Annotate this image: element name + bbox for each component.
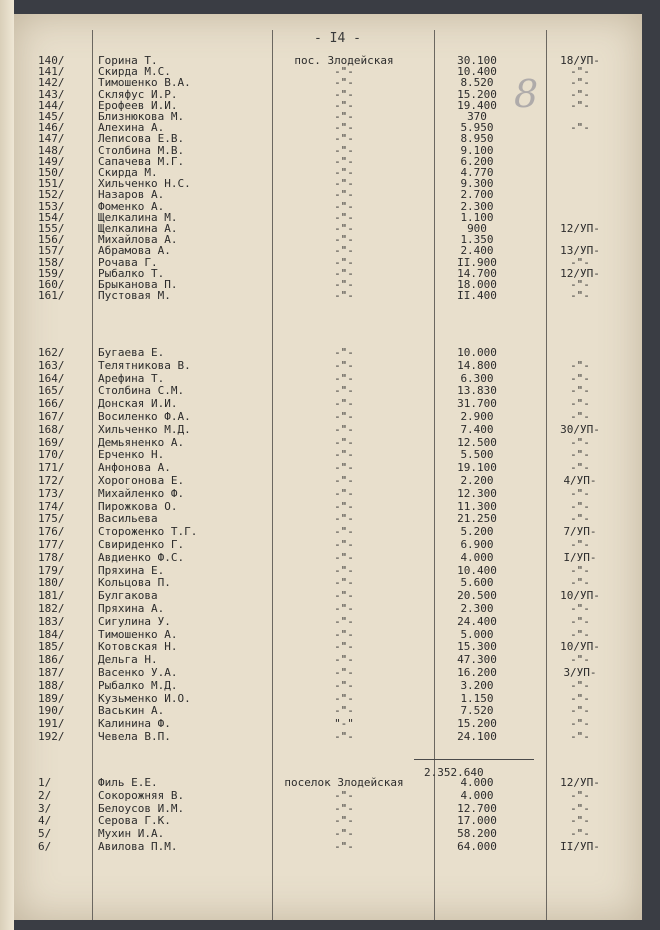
cell-num: 186/	[38, 653, 65, 667]
page-number: - I4 -	[314, 31, 361, 46]
cell-num: 160/	[38, 278, 65, 291]
cell-place: -"-	[334, 602, 354, 615]
cell-date: -"-	[570, 678, 590, 692]
cell-amount: 4.000	[460, 788, 494, 802]
cell-num: 179/	[38, 563, 65, 577]
cell-amount: 8.520	[460, 76, 494, 90]
cell-date: 12/УП-	[560, 266, 600, 280]
cell-date: -"-	[570, 358, 590, 372]
cell-name: Пустовая М.	[98, 289, 171, 303]
cell-place: -"-	[334, 410, 354, 423]
cell-amount: 4.000	[460, 550, 494, 564]
cell-num: 150/	[38, 166, 65, 179]
cell-name: Бугаева Е.	[98, 346, 165, 359]
cell-date: -"-	[570, 435, 590, 449]
cell-place: -"-	[334, 188, 354, 202]
cell-place: -"-	[334, 289, 354, 303]
cell-name: Булгакова	[98, 589, 158, 603]
cell-place: -"-	[334, 222, 354, 235]
cell-num: 140/	[38, 54, 65, 67]
cell-amount: 30.100	[457, 54, 497, 67]
cell-place: -"-	[334, 121, 354, 135]
cell-num: 188/	[38, 678, 65, 692]
total-amount: 2.352.640	[424, 766, 484, 779]
cell-name: Васильева	[98, 512, 158, 526]
cell-amount: 900	[467, 222, 487, 235]
cell-date: -"-	[570, 602, 590, 615]
cell-date: -"-	[570, 538, 590, 551]
cell-place: -"-	[334, 199, 354, 213]
cell-amount: 47.300	[457, 653, 497, 667]
cell-amount: 21.250	[457, 512, 497, 526]
cell-place: -"-	[334, 538, 354, 551]
cell-amount: 7.520	[460, 704, 494, 718]
cell-amount: 5.200	[460, 525, 494, 539]
cell-num: 182/	[38, 602, 65, 615]
cell-num: 1/	[38, 776, 52, 789]
cell-place: -"-	[334, 177, 354, 191]
cell-num: 154/	[38, 210, 65, 224]
cell-amount: 2.300	[460, 602, 494, 615]
cell-name: Мухин И.А.	[98, 827, 165, 841]
cell-num: 157/	[38, 244, 65, 258]
cell-num: 184/	[38, 627, 65, 641]
cell-name: Щелкалина М.	[98, 210, 178, 224]
cell-place: -"-	[334, 840, 354, 853]
cell-name: Горина Т.	[98, 54, 158, 67]
cell-num: 190/	[38, 704, 65, 718]
cell-name: Щелкалина А.	[98, 222, 178, 235]
cell-amount: 13.830	[457, 384, 497, 398]
cell-amount: 1.100	[460, 210, 494, 224]
cell-date: -"-	[570, 410, 590, 423]
cell-date: -"-	[570, 730, 590, 743]
cell-place: поселок Злодейская	[284, 776, 404, 789]
cell-amount: 4.770	[460, 166, 494, 179]
cell-place: -"-	[334, 691, 354, 705]
cell-place: -"-	[334, 589, 354, 603]
cell-place: -"-	[334, 640, 354, 654]
cell-name: Столбина М.В.	[98, 143, 185, 157]
cell-amount: 24.100	[457, 730, 497, 743]
cell-amount: 15.200	[457, 87, 497, 101]
cell-name: Чевела В.П.	[98, 730, 171, 743]
cell-place: -"-	[334, 143, 354, 157]
cell-name: Пирожкова О.	[98, 499, 178, 513]
cell-amount: 5.950	[460, 121, 494, 135]
cell-num: 165/	[38, 384, 65, 398]
cell-num: 175/	[38, 512, 65, 526]
cell-num: 192/	[38, 730, 65, 743]
cell-name: Леписова Е.В.	[98, 132, 185, 146]
cell-amount: 5.000	[460, 627, 494, 641]
cell-date: -"-	[570, 384, 590, 398]
cell-place: -"-	[334, 448, 354, 462]
cell-amount: 12.500	[457, 435, 497, 449]
cell-name: Рыбалко Т.	[98, 266, 165, 280]
cell-date: 13/УП-	[560, 244, 600, 258]
cell-name: Алехина А.	[98, 121, 165, 135]
cell-name: Фоменко А.	[98, 199, 165, 213]
handwritten-mark: 8	[514, 72, 539, 116]
cell-num: 141/	[38, 65, 65, 79]
cell-num: 142/	[38, 76, 65, 90]
cell-num: 177/	[38, 538, 65, 551]
cell-place: -"-	[334, 255, 354, 269]
cell-place: -"-	[334, 525, 354, 539]
cell-num: 145/	[38, 110, 65, 123]
cell-name: Донская И.И.	[98, 397, 178, 411]
cell-num: 174/	[38, 499, 65, 513]
binding-edge	[0, 0, 14, 930]
cell-num: 155/	[38, 222, 65, 235]
cell-amount: 15.200	[457, 717, 497, 731]
cell-name: Пряхина Е.	[98, 563, 165, 577]
cell-amount: 16.200	[457, 666, 497, 679]
cell-amount: 10.400	[457, 65, 497, 79]
cell-name: Сигулина У.	[98, 614, 171, 628]
cell-date: -"-	[570, 717, 590, 731]
cell-date: 10/УП-	[560, 589, 600, 603]
cell-place: -"-	[334, 474, 354, 487]
cell-amount: 2.900	[460, 410, 494, 423]
cell-num: 168/	[38, 422, 65, 436]
cell-amount: 6.900	[460, 538, 494, 551]
cell-place: -"-	[334, 278, 354, 291]
cell-name: Демьяненко А.	[98, 435, 185, 449]
cell-date: -"-	[570, 563, 590, 577]
cell-place: -"-	[334, 266, 354, 280]
cell-amount: 58.200	[457, 827, 497, 841]
cell-num: 191/	[38, 717, 65, 731]
cell-place: -"-	[334, 384, 354, 398]
cell-name: Телятникова В.	[98, 358, 191, 372]
cell-num: 169/	[38, 435, 65, 449]
cell-num: 170/	[38, 448, 65, 462]
cell-name: Дельга Н.	[98, 653, 158, 667]
cell-amount: 14.700	[457, 266, 497, 280]
table-row	[14, 289, 642, 303]
cell-num: 152/	[38, 188, 65, 202]
cell-date: -"-	[570, 397, 590, 411]
cell-date: -"-	[570, 653, 590, 667]
cell-place: -"-	[334, 346, 354, 359]
cell-num: 171/	[38, 461, 65, 475]
cell-num: 166/	[38, 397, 65, 411]
cell-num: 144/	[38, 98, 65, 112]
cell-amount: 18.000	[457, 278, 497, 291]
cell-name: Скирда М.С.	[98, 65, 171, 79]
cell-place: -"-	[334, 704, 354, 718]
cell-num: 181/	[38, 589, 65, 603]
cell-place: -"-	[334, 371, 354, 385]
cell-name: Авдиенко Ф.С.	[98, 550, 185, 564]
cell-place: -"-	[334, 563, 354, 577]
cell-place: -"-	[334, 461, 354, 475]
cell-place: -"-	[334, 132, 354, 146]
cell-num: 163/	[38, 358, 65, 372]
cell-date: II/УП-	[560, 840, 600, 853]
cell-name: Скляфус И.Р.	[98, 87, 178, 101]
cell-place: -"-	[334, 98, 354, 112]
cell-amount: 9.300	[460, 177, 494, 191]
cell-num: 185/	[38, 640, 65, 654]
cell-name: Васенко У.А.	[98, 666, 178, 679]
cell-num: 172/	[38, 474, 65, 487]
cell-name: Пряхина А.	[98, 602, 165, 615]
cell-num: 161/	[38, 289, 65, 303]
cell-num: 5/	[38, 827, 52, 841]
total-underline	[414, 759, 534, 760]
cell-date: -"-	[570, 255, 590, 269]
cell-name: Тимошенко В.А.	[98, 76, 191, 90]
cell-name: Абрамова А.	[98, 244, 171, 258]
cell-name: Хильченко Н.С.	[98, 177, 191, 191]
cell-date: -"-	[570, 499, 590, 513]
cell-date: -"-	[570, 827, 590, 841]
cell-num: 149/	[38, 154, 65, 168]
cell-place: -"-	[334, 499, 354, 513]
cell-date: -"-	[570, 486, 590, 500]
cell-amount: 24.400	[457, 614, 497, 628]
cell-num: 187/	[38, 666, 65, 679]
cell-name: Филь Е.Е.	[98, 776, 158, 789]
cell-date: -"-	[570, 448, 590, 462]
cell-num: 180/	[38, 576, 65, 590]
cell-date: -"-	[570, 704, 590, 718]
cell-place: -"-	[334, 233, 354, 247]
cell-place: -"-	[334, 666, 354, 679]
cell-num: 183/	[38, 614, 65, 628]
cell-place: -"-	[334, 358, 354, 372]
cell-amount: 10.000	[457, 346, 497, 359]
cell-amount: 12.300	[457, 486, 497, 500]
cell-amount: 7.400	[460, 422, 494, 436]
cell-name: Назаров А.	[98, 188, 165, 202]
cell-num: 6/	[38, 840, 52, 853]
cell-date: -"-	[570, 801, 590, 815]
cell-place: -"-	[334, 154, 354, 168]
cell-date: -"-	[570, 121, 590, 135]
cell-num: 176/	[38, 525, 65, 539]
cell-amount: 6.300	[460, 371, 494, 385]
cell-place: -"-	[334, 730, 354, 743]
cell-place: -"-	[334, 814, 354, 828]
cell-place: -"-	[334, 210, 354, 224]
cell-name: Белоусов И.М.	[98, 801, 185, 815]
cell-amount: 17.000	[457, 814, 497, 828]
cell-amount: 11.300	[457, 499, 497, 513]
cell-amount: II.400	[457, 289, 497, 303]
cell-amount: 5.500	[460, 448, 494, 462]
cell-date: 10/УП-	[560, 640, 600, 654]
cell-amount: 4.000	[460, 776, 494, 789]
cell-date: -"-	[570, 87, 590, 101]
cell-name: Ерофеев И.И.	[98, 98, 178, 112]
cell-place: -"-	[334, 422, 354, 436]
cell-num: 2/	[38, 788, 52, 802]
cell-name: Михайлова А.	[98, 233, 178, 247]
cell-name: Кольцова П.	[98, 576, 171, 590]
cell-date: 4/УП-	[563, 474, 597, 487]
cell-amount: 19.400	[457, 98, 497, 112]
cell-place: -"-	[334, 512, 354, 526]
cell-num: 146/	[38, 121, 65, 135]
cell-date: 3/УП-	[563, 666, 597, 679]
cell-num: 3/	[38, 801, 52, 815]
table-row	[14, 840, 642, 854]
cell-date: -"-	[570, 814, 590, 828]
cell-place: -"-	[334, 435, 354, 449]
cell-date: -"-	[570, 691, 590, 705]
cell-name: Арефина Т.	[98, 371, 165, 385]
cell-num: 148/	[38, 143, 65, 157]
cell-num: 189/	[38, 691, 65, 705]
cell-place: -"-	[334, 801, 354, 815]
cell-date: -"-	[570, 278, 590, 291]
cell-place: -"-	[334, 550, 354, 564]
cell-place: -"-	[334, 827, 354, 841]
cell-place: -"-	[334, 65, 354, 79]
cell-name: Скирда М.	[98, 166, 158, 179]
cell-name: Анфонова А.	[98, 461, 171, 475]
cell-date: -"-	[570, 65, 590, 79]
cell-amount: 64.000	[457, 840, 497, 853]
cell-amount: 8.950	[460, 132, 494, 146]
cell-place: -"-	[334, 678, 354, 692]
cell-place: -"-	[334, 244, 354, 258]
cell-place: "-"	[334, 717, 354, 731]
cell-amount: II.900	[457, 255, 497, 269]
cell-place: -"-	[334, 614, 354, 628]
cell-date: -"-	[570, 289, 590, 303]
cell-name: Хорогонова Е.	[98, 474, 185, 487]
cell-place: -"-	[334, 76, 354, 90]
cell-date: 7/УП-	[563, 525, 597, 539]
cell-name: Близнюкова М.	[98, 110, 185, 123]
cell-place: -"-	[334, 397, 354, 411]
cell-date: -"-	[570, 76, 590, 90]
cell-date: 12/УП-	[560, 776, 600, 789]
cell-amount: 9.100	[460, 143, 494, 157]
cell-num: 143/	[38, 87, 65, 101]
cell-num: 173/	[38, 486, 65, 500]
cell-amount: 370	[467, 110, 487, 123]
cell-amount: 31.700	[457, 397, 497, 411]
cell-name: Кузьменко И.О.	[98, 691, 191, 705]
cell-name: Стороженко Т.Г.	[98, 525, 198, 539]
cell-name: Свириденко Г.	[98, 538, 185, 551]
cell-name: Сапачева М.Г.	[98, 154, 185, 168]
cell-date: -"-	[570, 371, 590, 385]
cell-place: -"-	[334, 110, 354, 123]
cell-place: -"-	[334, 788, 354, 802]
cell-date: I/УП-	[563, 550, 597, 564]
cell-amount: 2.400	[460, 244, 494, 258]
cell-name: Серова Г.К.	[98, 814, 171, 828]
cell-name: Брыканова П.	[98, 278, 178, 291]
cell-amount: 5.600	[460, 576, 494, 590]
cell-date: -"-	[570, 576, 590, 590]
cell-name: Столбина С.М.	[98, 384, 185, 398]
cell-num: 4/	[38, 814, 52, 828]
cell-num: 164/	[38, 371, 65, 385]
cell-date: 18/УП-	[560, 54, 600, 67]
cell-place: -"-	[334, 166, 354, 179]
cell-name: Восиленко Ф.А.	[98, 410, 191, 423]
cell-place: -"-	[334, 653, 354, 667]
cell-date: 30/УП-	[560, 422, 600, 436]
cell-date: 12/УП-	[560, 222, 600, 235]
cell-name: Сокорожняя В.	[98, 788, 185, 802]
cell-date: -"-	[570, 512, 590, 526]
cell-amount: 1.150	[460, 691, 494, 705]
cell-amount: 12.700	[457, 801, 497, 815]
cell-num: 162/	[38, 346, 65, 359]
cell-num: 159/	[38, 266, 65, 280]
cell-num: 151/	[38, 177, 65, 191]
cell-date: -"-	[570, 98, 590, 112]
cell-num: 153/	[38, 199, 65, 213]
cell-amount: 2.700	[460, 188, 494, 202]
cell-place: -"-	[334, 486, 354, 500]
cell-amount: 19.100	[457, 461, 497, 475]
cell-num: 147/	[38, 132, 65, 146]
cell-amount: 6.200	[460, 154, 494, 168]
cell-amount: 14.800	[457, 358, 497, 372]
cell-amount: 1.350	[460, 233, 494, 247]
cell-num: 158/	[38, 255, 65, 269]
cell-name: Тимошенко А.	[98, 627, 178, 641]
cell-num: 178/	[38, 550, 65, 564]
cell-place: -"-	[334, 87, 354, 101]
cell-name: Михайленко Ф.	[98, 486, 185, 500]
cell-num: 156/	[38, 233, 65, 247]
cell-amount: 2.200	[460, 474, 494, 487]
cell-date: -"-	[570, 627, 590, 641]
cell-place: пос. Злодейская	[294, 54, 394, 67]
cell-date: -"-	[570, 614, 590, 628]
cell-amount: 15.300	[457, 640, 497, 654]
cell-date: -"-	[570, 788, 590, 802]
cell-place: -"-	[334, 576, 354, 590]
cell-name: Авилова П.М.	[98, 840, 178, 853]
cell-name: Котовская Н.	[98, 640, 178, 654]
cell-name: Васькин А.	[98, 704, 165, 718]
cell-name: Калинина Ф.	[98, 717, 171, 731]
table-row	[14, 730, 642, 744]
cell-name: Рочава Г.	[98, 255, 158, 269]
cell-name: Ерченко Н.	[98, 448, 165, 462]
cell-name: Хильченко М.Д.	[98, 422, 191, 436]
cell-amount: 2.300	[460, 199, 494, 213]
cell-date: -"-	[570, 461, 590, 475]
cell-name: Рыбалко М.Д.	[98, 678, 178, 692]
cell-num: 167/	[38, 410, 65, 423]
cell-amount: 20.500	[457, 589, 497, 603]
cell-amount: 10.400	[457, 563, 497, 577]
document-page	[14, 14, 642, 920]
cell-amount: 3.200	[460, 678, 494, 692]
cell-place: -"-	[334, 627, 354, 641]
